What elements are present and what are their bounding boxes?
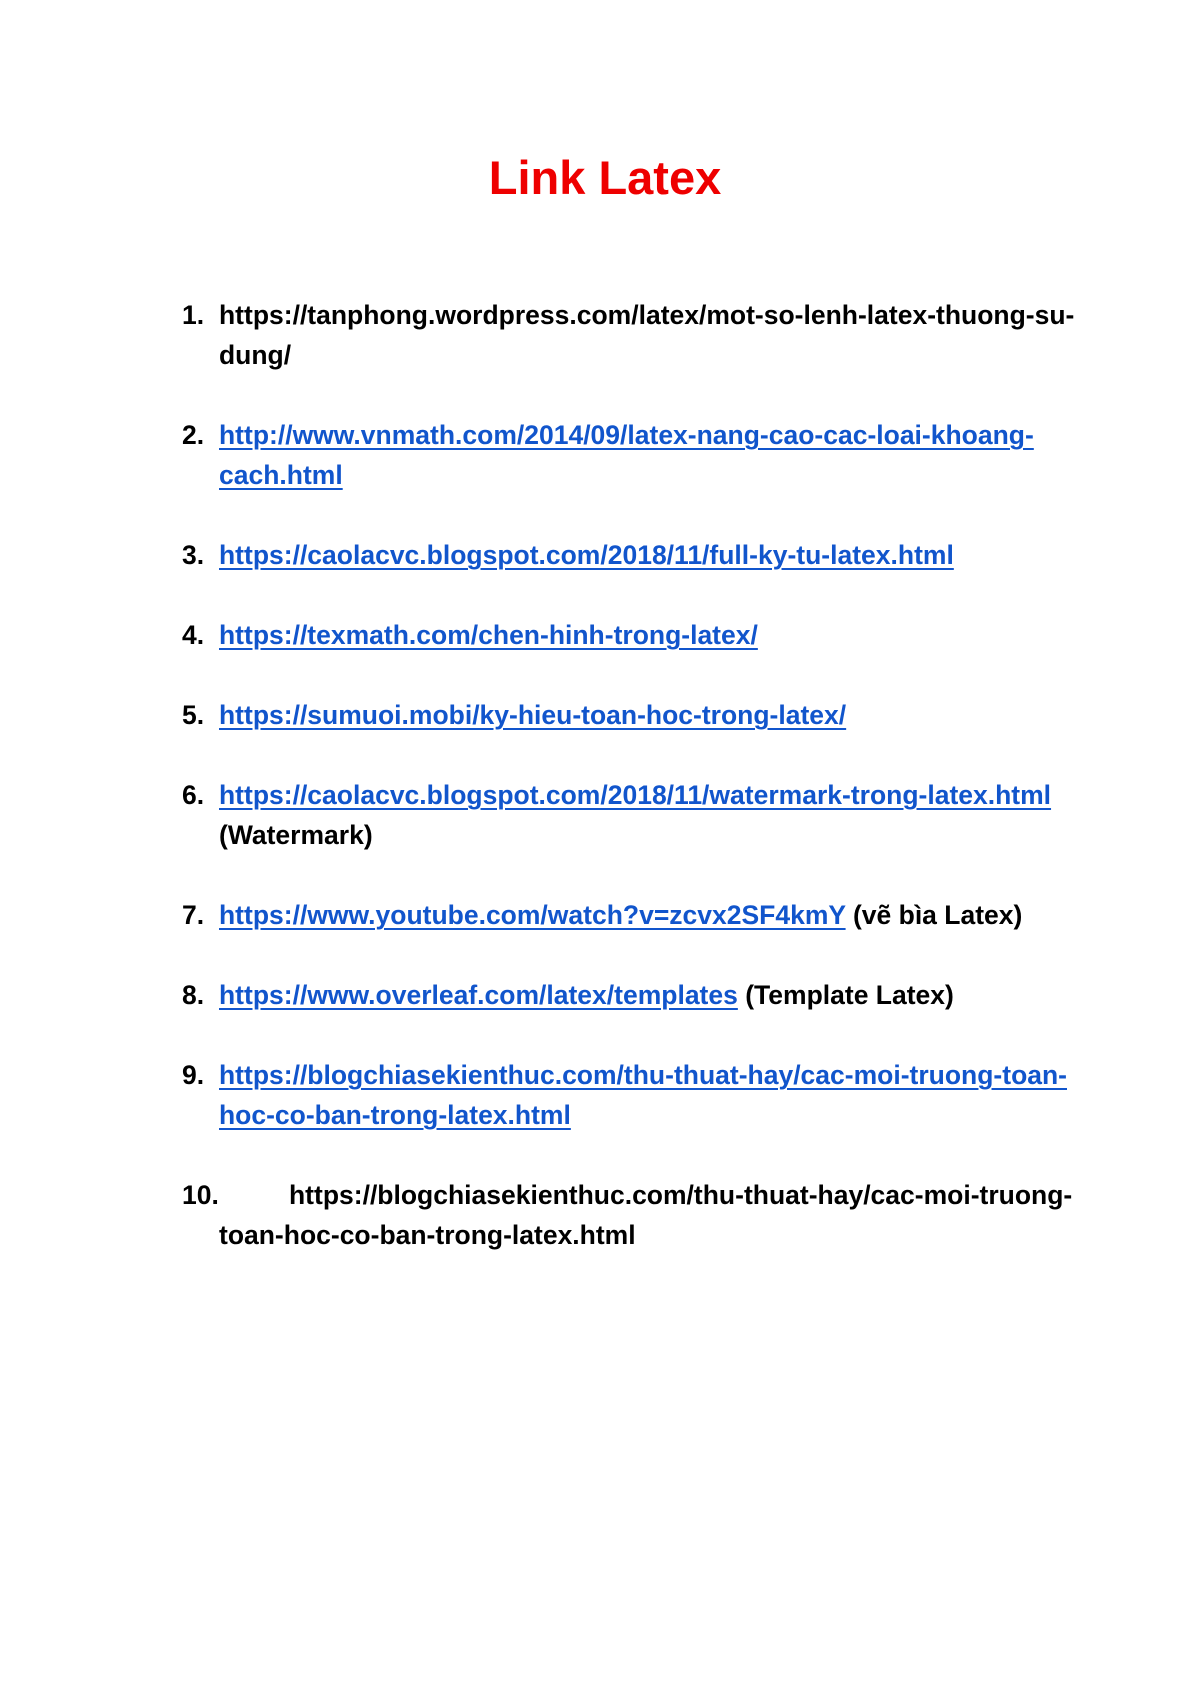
item-number: 3. bbox=[182, 540, 205, 570]
item-link[interactable]: https://texmath.com/chen-hinh-trong-latex/ bbox=[219, 620, 758, 650]
item-link[interactable]: https://caolacvc.blogspot.com/2018/11/watermark-trong-latex.html bbox=[219, 780, 1052, 810]
item-note: (vẽ bìa Latex) bbox=[852, 900, 1023, 930]
item-link[interactable]: https://www.overleaf.com/latex/templates bbox=[219, 980, 738, 1010]
list-item-10 bbox=[182, 1175, 1082, 1255]
list-item-4 bbox=[182, 615, 1082, 655]
item-number: 9. bbox=[182, 1060, 205, 1090]
item-url-text: https://tanphong.wordpress.com/latex/mot-so-lenh-latex-thuong-su-dung/ bbox=[219, 300, 1075, 370]
item-number: 8. bbox=[182, 980, 205, 1010]
item-link[interactable]: https://sumuoi.mobi/ky-hieu-toan-hoc-trong-latex/ bbox=[219, 700, 847, 730]
list-item-8 bbox=[182, 975, 1082, 1015]
list-item-6 bbox=[182, 775, 1082, 855]
item-number: 6. bbox=[182, 780, 205, 810]
item-link[interactable]: https://caolacvc.blogspot.com/2018/11/full-ky-tu-latex.html bbox=[219, 540, 954, 570]
item-link[interactable]: http://www.vnmath.com/2014/09/latex-nang-cao-cac-loai-khoang-cach.html bbox=[219, 420, 1034, 490]
item-note: (Watermark) bbox=[219, 820, 373, 850]
item-number: 1. bbox=[182, 300, 205, 330]
item-number: 2. bbox=[182, 420, 205, 450]
item-link[interactable]: https://www.youtube.com/watch?v=zcvx2SF4kmY bbox=[219, 900, 846, 930]
list-item-9 bbox=[182, 1055, 1082, 1135]
list-item-1 bbox=[182, 295, 1082, 375]
link-list bbox=[182, 295, 1082, 1295]
list-item-2 bbox=[182, 415, 1082, 495]
item-number: 10. bbox=[182, 1180, 219, 1210]
list-item-5 bbox=[182, 695, 1082, 735]
item-number: 7. bbox=[182, 900, 205, 930]
page-title: Link Latex bbox=[488, 151, 722, 204]
item-url-text: https://blogchiasekienthuc.com/thu-thuat-hay/cac-moi-truong-toan-hoc-co-ban-trong-latex.html bbox=[219, 1180, 1073, 1250]
item-link[interactable]: https://blogchiasekienthuc.com/thu-thuat-hay/cac-moi-truong-toan-hoc-co-ban-trong-latex.html bbox=[219, 1060, 1067, 1130]
item-number: 4. bbox=[182, 620, 205, 650]
list-item-7 bbox=[182, 895, 1082, 935]
item-number: 5. bbox=[182, 700, 205, 730]
list-item-3 bbox=[182, 535, 1082, 575]
item-note: (Template Latex) bbox=[745, 980, 954, 1010]
